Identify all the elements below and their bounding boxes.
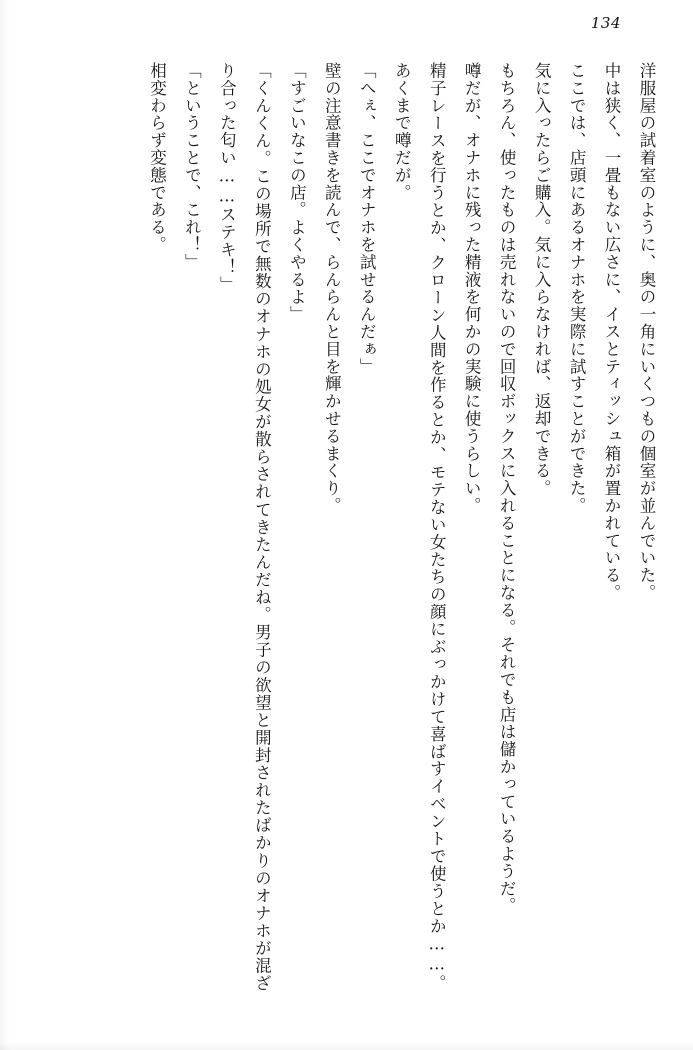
page-number: 134 <box>590 14 621 32</box>
dialogue-line: 「へぇ、ここでオナホを試せるんだぁ」 <box>357 62 377 376</box>
paragraph: 気に入ったらご購入。気に入らなければ、返却できる。 <box>532 62 552 497</box>
paragraph: 壁の注意書きを読んで、らんらんと目を輝かせるまくり。 <box>322 62 342 515</box>
paragraph: ここでは、店頭にあるオナホを実際に試すことができた。 <box>567 62 587 515</box>
paragraph: 洋服屋の試着室のように、奥の一角にいくつもの個室が並んでいた。 <box>637 62 656 602</box>
dialogue-line: 「すごいなこの店。よくやるよ」 <box>287 62 307 323</box>
paragraph: 噂だが、オナホに残った精液を何かの実験に使うらしい。 <box>462 62 482 515</box>
body-text <box>30 62 663 992</box>
dialogue-line: 「ということで、これ！」 <box>182 62 202 271</box>
page-edge-shading-left <box>0 0 10 1050</box>
paragraph: 相変わらず変態である。 <box>147 62 167 254</box>
dialogue-line: 「くんくん。この場所で無数のオナホの処女が散らされてきたんだね。男子の欲望と開封されたばかりのオナホが混ざり合った匂い……ステキ！」 <box>217 62 272 992</box>
page-edge-shading-bottom <box>0 1042 693 1050</box>
paragraph: 精子レースを行うとか、クローン人間を作るとか、モテない女たちの顔にぶっかけて喜ばすイベントで使うとか……。あくまで噂だが。 <box>392 62 447 992</box>
paragraph: 中は狭く、一畳もない広さに、イスとティッシュ箱が置かれている。 <box>602 62 622 602</box>
paragraph: もちろん、使ったものは売れないので回収ボックスに入れることになる。それでも店は儲かっているようだ。 <box>497 62 517 915</box>
